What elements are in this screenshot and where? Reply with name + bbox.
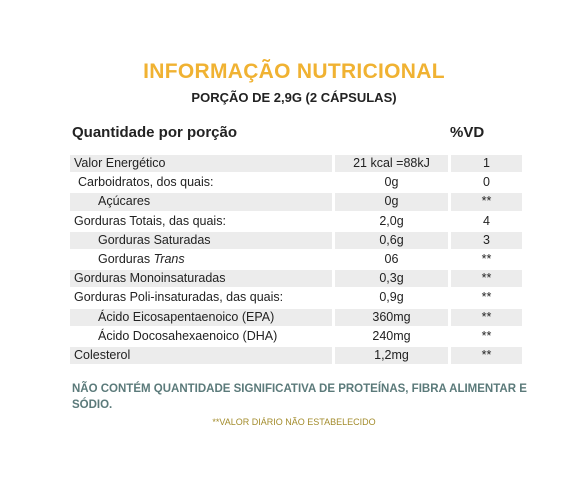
row-label-italic: Trans: [153, 251, 185, 266]
row-vd: 3: [483, 232, 490, 247]
table-row: [70, 231, 522, 250]
row-label: Gorduras Poli-insaturadas, das quais:: [74, 290, 284, 305]
disclaimer-note: NÃO CONTÉM QUANTIDADE SIGNIFICATIVA DE PROTEÍNAS, FIBRA ALIMENTAR E SÓDIO.: [72, 383, 527, 411]
row-quantity: 2,0g: [379, 213, 404, 228]
row-quantity: 360mg: [372, 309, 411, 324]
row-quantity: 0,3g: [379, 271, 404, 286]
row-quantity: 0,9g: [379, 290, 404, 305]
nutrition-table: [70, 154, 522, 365]
row-label: Ácido Docosahexaenoico (DHA): [98, 328, 278, 343]
row-quantity: 06: [384, 251, 399, 266]
row-label: Açúcares: [98, 194, 151, 209]
row-label: [98, 250, 185, 269]
row-vd: **: [481, 328, 492, 343]
table-row: [70, 192, 522, 211]
table-row: [70, 327, 522, 346]
row-vd: **: [481, 309, 492, 324]
row-quantity: 0g: [384, 175, 399, 190]
row-label: Ácido Eicosapentaenoico (EPA): [98, 309, 275, 324]
table-row: [70, 250, 522, 269]
row-vd: 0: [483, 175, 490, 190]
table-row: [70, 288, 522, 307]
row-quantity: 240mg: [372, 328, 411, 343]
page-title: INFORMAÇÃO NUTRICIONAL: [143, 60, 445, 83]
row-label: Gorduras Saturadas: [98, 232, 211, 247]
table-row: [70, 154, 522, 173]
row-quantity: 0,6g: [379, 232, 404, 247]
footnote: **VALOR DIÁRIO NÃO ESTABELECIDO: [212, 417, 376, 427]
row-label: Valor Energético: [74, 156, 166, 170]
row-label-prefix: Gorduras: [98, 251, 154, 266]
table-row: [70, 269, 522, 288]
row-quantity: 1,2mg: [374, 347, 409, 362]
table-row: [70, 173, 522, 192]
row-label: Colesterol: [74, 347, 131, 362]
quantity-header: Quantidade por porção: [72, 124, 238, 141]
row-quantity: 21 kcal =88kJ: [353, 156, 430, 170]
table-row: [70, 308, 522, 327]
row-vd: 4: [483, 213, 490, 228]
row-vd: **: [481, 347, 492, 362]
row-vd: **: [481, 290, 492, 305]
row-label: Gorduras Totais, das quais:: [74, 213, 226, 228]
row-label: Gorduras Monoinsaturadas: [74, 271, 226, 286]
table-row: [70, 346, 522, 365]
row-vd: **: [481, 194, 492, 209]
row-vd: **: [481, 271, 492, 286]
row-label: Carboidratos, dos quais:: [78, 175, 214, 190]
row-vd: **: [481, 251, 492, 266]
table-row: [70, 212, 522, 231]
serving-size: PORÇÃO DE 2,9G (2 CÁPSULAS): [191, 90, 397, 105]
row-vd: 1: [483, 156, 490, 170]
row-quantity: 0g: [384, 194, 399, 209]
vd-header: %VD: [450, 124, 485, 141]
